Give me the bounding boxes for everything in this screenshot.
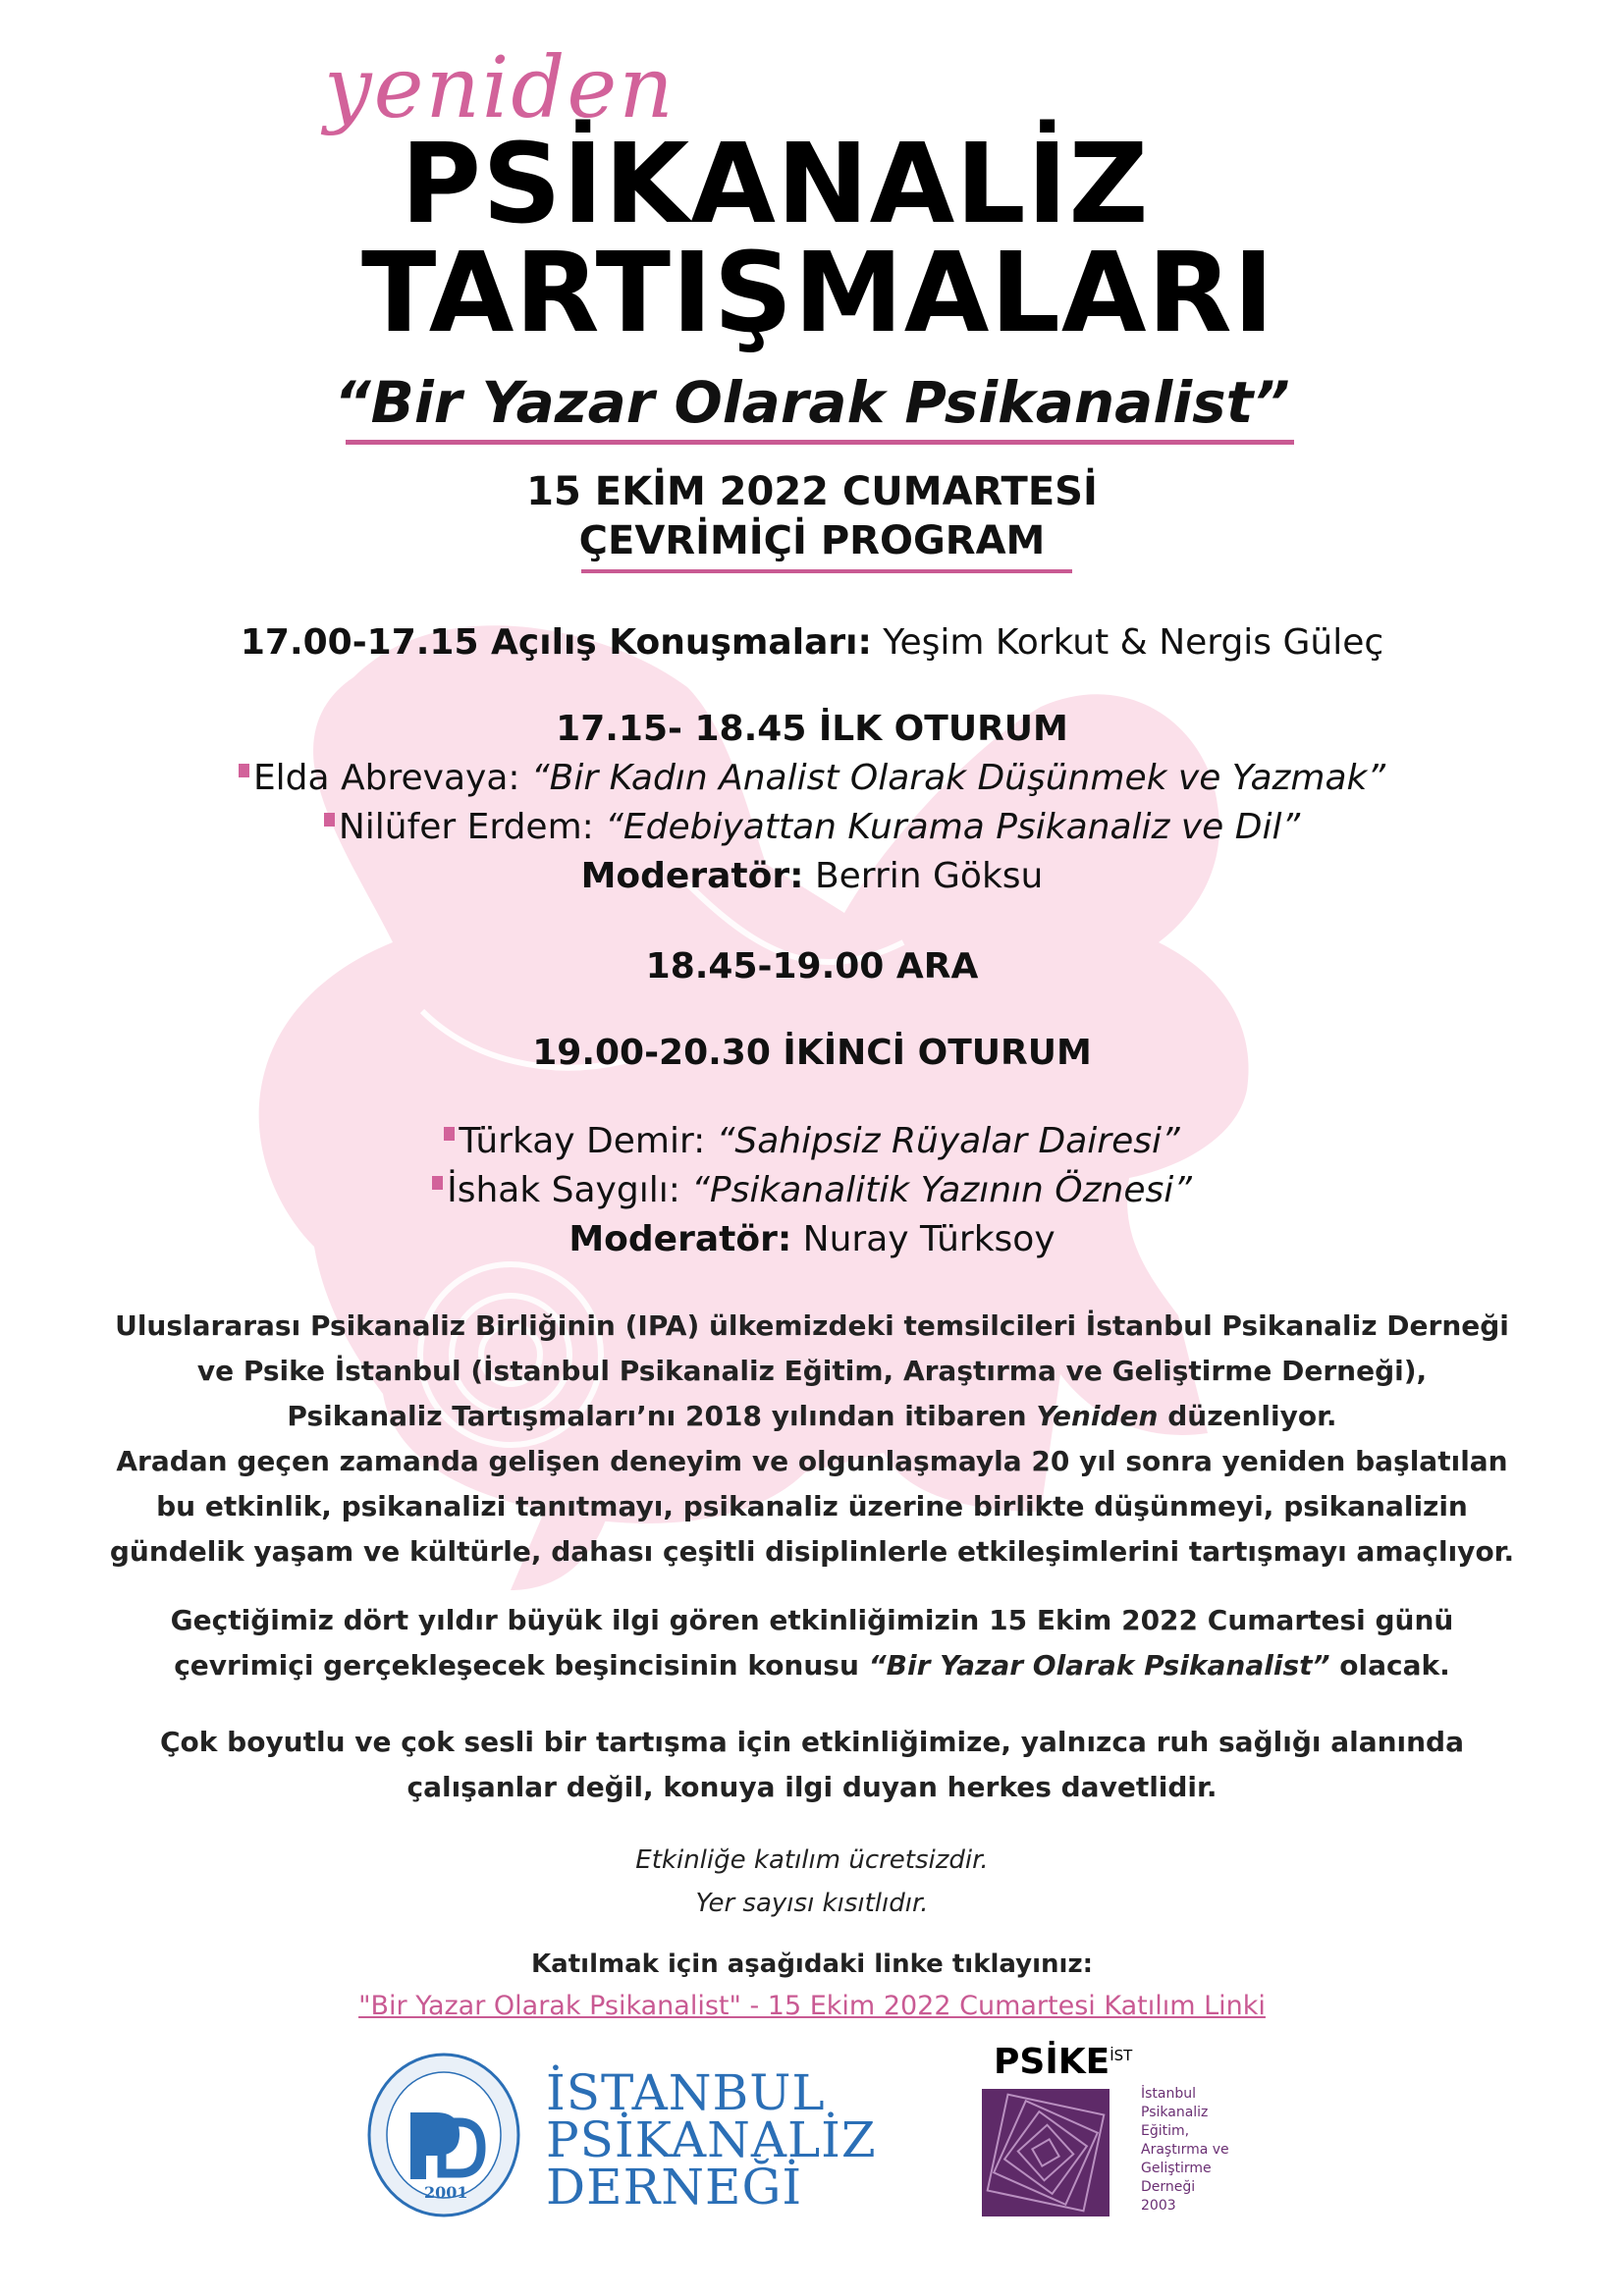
title-line-1: PSİKANALİZ: [401, 121, 1150, 248]
session2-talk-1: [0, 1121, 1624, 1161]
about-line-part: Psikanaliz Tartışmaları’nı 2018 yılından itibaren: [287, 1400, 1037, 1432]
program-underline: [581, 569, 1072, 573]
psike-wordmark: [994, 2042, 1132, 2082]
event-date: 15 EKİM 2022 CUMARTESİ: [526, 469, 1098, 514]
bullet-icon: [324, 813, 335, 827]
moderator-name: Berrin Göksu: [803, 856, 1044, 896]
ipd-seal-year: 2001: [424, 2183, 468, 2202]
about-line: bu etkinlik, psikanalizi tanıtmayı, psikanaliz üzerine birlikte düşünmeyi, psikanalizin: [156, 1490, 1468, 1522]
session1-title-text: 17.15- 18.45 İLK OTURUM: [556, 709, 1068, 749]
psike-title: PSİKE: [994, 2042, 1110, 2082]
talk-speaker: İshak Saygılı:: [447, 1170, 692, 1210]
session1-moderator: [0, 856, 1624, 896]
break-slot: [0, 946, 1624, 987]
talk-speaker: Türkay Demir:: [459, 1121, 717, 1161]
psike-line: İstanbul: [1141, 2086, 1197, 2102]
script-word-yeniden: yeniden: [324, 39, 676, 137]
about-line: Aradan geçen zamanda gelişen deneyim ve olgunlaşmayla 20 yıl sonra yeniden başlatılan: [116, 1445, 1508, 1477]
session2-title-text: 19.00-20.30 İKİNCİ OTURUM: [532, 1033, 1092, 1073]
ipd-wordmark-line: PSİKANALİZ: [546, 2111, 877, 2168]
session1-talk-2: [0, 807, 1624, 847]
program-heading: ÇEVRİMİÇİ PROGRAM: [578, 518, 1046, 563]
opening-speakers: Yeşim Korkut & Nergis Güleç: [871, 622, 1384, 663]
break-text: 18.45-19.00 ARA: [645, 946, 979, 987]
moderator-label: Moderatör:: [568, 1219, 792, 1259]
psike-spiral-logo: [982, 2089, 1110, 2216]
limited-seats-note: Yer sayısı kısıtlıdır.: [695, 1889, 929, 1918]
psike-line: Psikanaliz: [1141, 2105, 1209, 2120]
call-to-action: Katılmak için aşağıdaki linke tıklayınız:: [531, 1949, 1093, 1979]
registration-link[interactable]: "Bir Yazar Olarak Psikanalist" - 15 Ekim 2022 Cumartesi Katılım Linki: [358, 1991, 1266, 2021]
psike-line: Geliştirme: [1141, 2161, 1212, 2176]
psike-line: Eğitim,: [1141, 2123, 1190, 2139]
bullet-icon: [444, 1127, 455, 1141]
opening-time-label: 17.00-17.15 Açılış Konuşmaları:: [240, 622, 872, 663]
talk-speaker: Elda Abrevaya:: [252, 758, 531, 798]
about-paragraph-2: [0, 1598, 1624, 1688]
session2-moderator: [0, 1219, 1624, 1259]
psike-line: Derneği: [1141, 2179, 1196, 2195]
about-line: gündelik yaşam ve kültürle, dahası çeşitli disiplinlerle etkileşimlerini tartışmayı amaçlıyor.: [109, 1535, 1515, 1568]
session2-title: [0, 1033, 1624, 1073]
psike-superscript: İST: [1110, 2047, 1133, 2064]
session1-talk-1: [0, 758, 1624, 798]
ipd-wordmark: [546, 2064, 877, 2216]
about-line-emphasis: “Bir Yazar Olarak Psikanalist”: [868, 1649, 1330, 1682]
about-line: çalışanlar değil, konuya ilgi duyan herkes davetlidir.: [406, 1771, 1218, 1803]
subtitle-underline: [346, 440, 1294, 445]
psike-line: Araştırma ve: [1141, 2142, 1229, 2158]
event-subtitle: “Bir Yazar Olarak Psikanalist”: [334, 369, 1290, 436]
opening-speeches: [0, 622, 1624, 663]
talk-topic: “Sahipsiz Rüyalar Dairesi”: [716, 1121, 1180, 1161]
moderator-label: Moderatör:: [580, 856, 804, 896]
talk-topic: “Bir Kadın Analist Olarak Düşünmek ve Yazmak”: [530, 758, 1386, 798]
ipd-wordmark-line: İSTANBUL: [546, 2064, 826, 2121]
bullet-icon: [239, 764, 249, 777]
title-line-2: TARTIŞMALARI: [361, 230, 1275, 357]
about-paragraph-3: [0, 1720, 1624, 1810]
talk-topic: “Edebiyattan Kurama Psikanaliz ve Dil”: [605, 807, 1301, 847]
ipd-wordmark-line: DERNEĞİ: [546, 2159, 803, 2216]
psike-description: [1141, 2085, 1229, 2216]
free-attendance-note: Etkinliğe katılım ücretsizdir.: [635, 1845, 989, 1875]
about-line: Çok boyutlu ve çok sesli bir tartışma için etkinliğimize, yalnızca ruh sağlığı alanında: [160, 1726, 1464, 1758]
about-line-part: düzenliyor.: [1158, 1400, 1337, 1432]
bullet-icon: [432, 1176, 443, 1190]
about-line-part: çevrimiçi gerçekleşecek beşincisinin konusu: [174, 1649, 869, 1682]
moderator-name: Nuray Türksoy: [791, 1219, 1056, 1259]
about-line: [0, 1643, 1624, 1688]
about-line: Uluslararası Psikanaliz Birliğinin (IPA) ülkemizdeki temsilcileri İstanbul Psikanaliz Derneği: [115, 1309, 1509, 1342]
about-line-part: olacak.: [1329, 1649, 1450, 1682]
session2-talk-2: [0, 1170, 1624, 1210]
about-line: Geçtiğimiz dört yıldır büyük ilgi gören etkinliğimizin 15 Ekim 2022 Cumartesi günü: [170, 1604, 1454, 1636]
about-line-emphasis: Yeniden: [1036, 1400, 1159, 1432]
about-line: [0, 1394, 1624, 1439]
psike-line: 2003: [1141, 2198, 1176, 2214]
registration-link-row: [0, 1991, 1624, 2021]
session1-title: [0, 709, 1624, 749]
talk-topic: “Psikanalitik Yazının Öznesi”: [691, 1170, 1192, 1210]
talk-speaker: Nilüfer Erdem:: [338, 807, 606, 847]
about-line: ve Psike İstanbul (İstanbul Psikanaliz Eğitim, Araştırma ve Geliştirme Derneği),: [196, 1355, 1428, 1387]
about-paragraph-1: [0, 1304, 1624, 1575]
